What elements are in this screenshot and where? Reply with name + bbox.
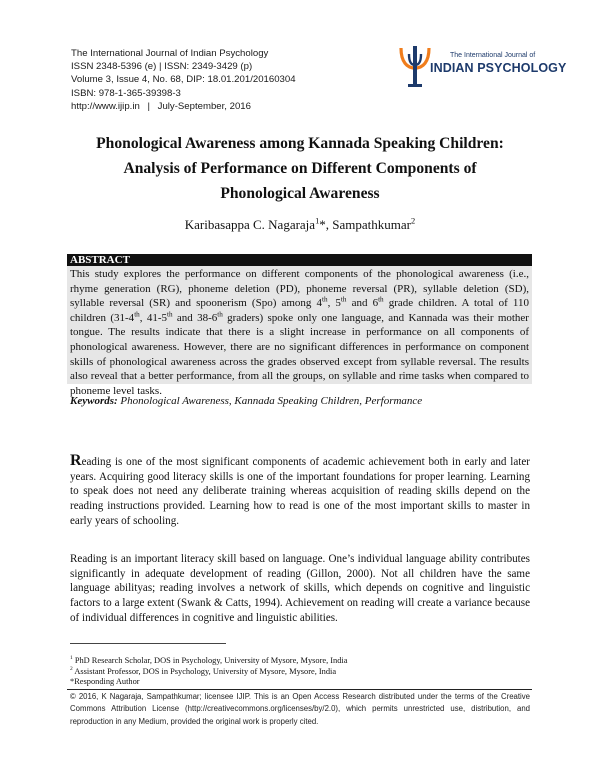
psi-logo-icon — [398, 44, 432, 90]
title-line-2: Analysis of Performance on Different Components of — [123, 160, 477, 177]
author-line — [70, 217, 530, 233]
body-paragraph-1 — [70, 452, 530, 529]
ordinal-sup: th — [322, 295, 328, 304]
abstract-text: , 5 — [327, 297, 341, 310]
license-text: © 2016, K Nagaraja, Sampathkumar; licensee IJIP. This is an Open Access Research distributed under the terms of the Creative Commons Attribution License (http://creativecommons.org/licenses/by/2.0), which permits unrestricted use, distribution, and reproduction in any Medium, provided the original work is properly cited. — [70, 692, 530, 726]
author-1-affiliation-mark: 1 — [315, 215, 320, 226]
ordinal-sup: th — [217, 310, 223, 319]
footnote-text: PhD Research Scholar, DOS in Psychology, University of Mysore, Mysore, India — [72, 656, 348, 665]
abstract-text: and 38-6 — [172, 311, 218, 324]
footnote-mark: 1 — [70, 655, 73, 662]
drop-cap: R — [70, 452, 82, 469]
corresponding-mark: * — [319, 217, 326, 232]
abstract-text: grade children. A total of 110 children (31-4 — [70, 297, 529, 324]
journal-name: The International Journal of Indian Psychology — [71, 48, 269, 59]
author-1: Karibasappa C. Nagaraja — [184, 217, 316, 232]
license-divider — [67, 689, 532, 690]
author-2-affiliation-mark: 2 — [411, 215, 416, 226]
abstract-text: This study explores the performance on different components of the phonological awareness (i.e., rhyme generation (RG), phoneme deletion (PD), phoneme reversal (PR), syllable deletion (SD), syllable reversal (SR) and spoonerism (Spo) among 4 — [70, 268, 529, 310]
abstract-text: , 41-5 — [139, 311, 167, 324]
isbn-line: ISBN: 978-1-365-39398-3 — [71, 87, 181, 99]
title-line-3: Phonological Awareness — [220, 185, 380, 202]
footnote-1 — [70, 656, 530, 667]
keywords-value: Phonological Awareness, Kannada Speaking Children, Performance — [120, 395, 423, 407]
abstract-text: graders) spoke only one language, and Kannada was their mother tongue. The results indicate that there is a slight increase in performance on all components of phonological awareness. However, there are no significant differences in performance on component skills of phonological awareness across the grades observed except from syllable reversal. The results also reveal that a better performance, from all the groups, on syllable and rime tasks when compared to phoneme level tasks. — [70, 311, 529, 397]
footnote-text: Assistant Professor, DOS in Psychology, University of Mysore, Mysore, India — [72, 666, 337, 676]
footnotes — [70, 656, 530, 688]
ordinal-sup: th — [134, 310, 140, 319]
separator: | — [147, 100, 150, 112]
body-paragraph-2: Reading is an important literacy skill based on language. One’s individual language ability contributes significantly in adequate development of reading (Gillon, 2000). Not all children have the same language abilityas; reading involves a network of skills, which depends on cognitive and linguistic factors to a large extent (Swank & Catts, 1994). Achievement on reading will create a variance because of individual differences in cognitive and linguistic abilities. — [70, 553, 530, 624]
journal-url-link[interactable]: http://www.ijip.in — [71, 100, 140, 112]
ordinal-sup: th — [166, 310, 173, 319]
volume-line: Volume 3, Issue 4, No. 68, DIP: 18.01.201/20160304 — [71, 74, 296, 86]
author-separator: , — [325, 217, 333, 232]
abstract-heading: ABSTRACT — [67, 254, 532, 266]
footnote-divider — [70, 643, 226, 644]
publication-period: July-September, 2016 — [157, 100, 251, 112]
author-2: Sampathkumar — [332, 217, 412, 232]
footnote-2 — [70, 667, 530, 678]
paragraph-text: eading is one of the most significant components of academic achievement both in early and later years. Acquiring good literacy skills is one of the important foundations for proper learning. Learning to speak does not need any deliberate training whereas acquisition of reading skills depend on the reading instructions provided. Learning how to read is one of the most important skills to master in early years of schooling. — [70, 456, 530, 527]
web-line — [71, 100, 371, 113]
logo-title: INDIAN PSYCHOLOGY — [430, 61, 567, 75]
footnote-mark: 2 — [70, 665, 73, 672]
keywords — [70, 395, 530, 407]
ordinal-sup: th — [340, 295, 347, 304]
paper-title — [70, 131, 530, 206]
title-line-1: Phonological Awareness among Kannada Speaking Children: — [96, 135, 504, 152]
abstract-text: and 6 — [346, 297, 379, 310]
abstract-body — [67, 266, 532, 397]
journal-logo — [398, 44, 567, 90]
journal-meta — [71, 47, 371, 113]
logo-caption: The International Journal of — [450, 52, 536, 59]
ordinal-sup: th — [378, 295, 384, 304]
issn-line: ISSN 2348-5396 (e) | ISSN: 2349-3429 (p) — [71, 61, 253, 73]
footnote-3: *Responding Author — [70, 677, 140, 687]
keywords-label: Keywords: — [70, 395, 118, 407]
